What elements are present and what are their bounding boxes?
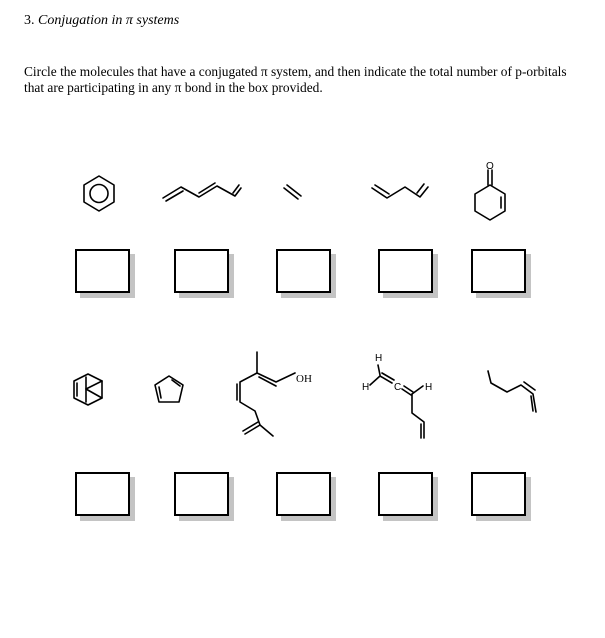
answer-box-9[interactable]	[378, 472, 433, 516]
molecule-cyclopentadiene	[155, 376, 183, 402]
answer-box-10[interactable]	[471, 472, 526, 516]
hydrogen-label-top: H	[375, 353, 383, 364]
section-number: 3.	[24, 13, 35, 28]
molecule-terpenol	[237, 352, 312, 436]
carbon-label: C	[394, 382, 402, 393]
molecule-cyclohexenone	[475, 161, 505, 220]
molecule-pentadiene	[372, 184, 428, 198]
oxygen-label: O	[486, 161, 494, 172]
molecule-hexatriene	[163, 183, 241, 201]
hydroxyl-label: OH	[296, 373, 312, 385]
answer-box-5[interactable]	[471, 249, 526, 293]
answer-box-8[interactable]	[276, 472, 331, 516]
molecule-benzene	[84, 176, 114, 211]
molecule-norbornadiene	[74, 374, 102, 405]
answer-box-3[interactable]	[276, 249, 331, 293]
molecule-ethylene	[284, 185, 301, 199]
answer-box-4[interactable]	[378, 249, 433, 293]
answer-box-6[interactable]	[75, 472, 130, 516]
section-title: Conjugation in π systems	[38, 13, 180, 28]
answer-box-7[interactable]	[174, 472, 229, 516]
answer-box-1[interactable]	[75, 249, 130, 293]
molecule-hexadiene	[488, 371, 536, 412]
answer-box-2[interactable]	[174, 249, 229, 293]
hydrogen-label-left: H	[362, 382, 370, 393]
hydrogen-label-right: H	[425, 382, 433, 393]
instructions-text: Circle the molecules that have a conjugated π system, and then indicate the total number of p-orbitals that are participating in any π bond in the box provided.	[24, 64, 567, 95]
molecule-allene	[362, 353, 432, 438]
